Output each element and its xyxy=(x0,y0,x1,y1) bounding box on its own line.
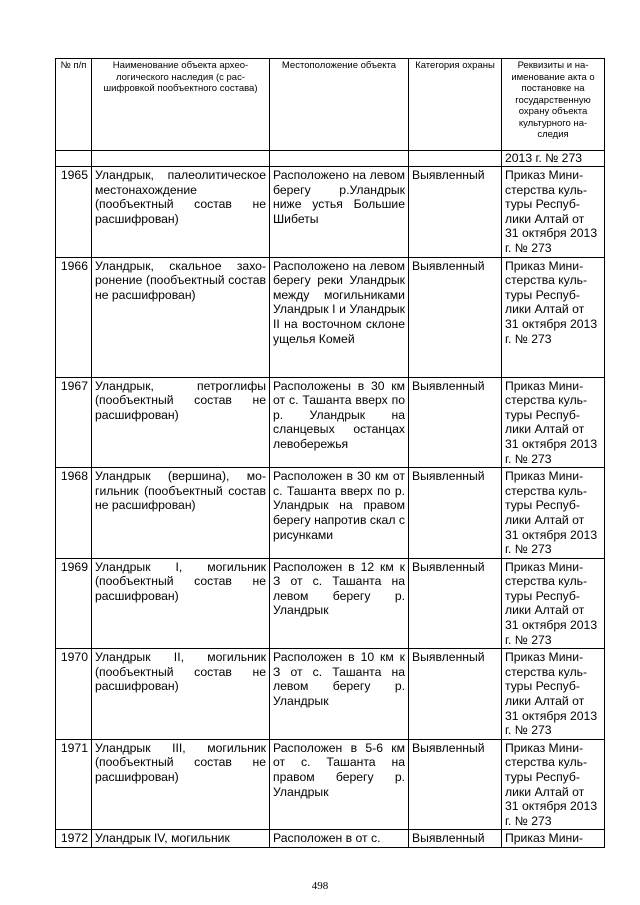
row-name: Уландрык, петроглифы (пообъектный состав не расшифрован) xyxy=(92,377,270,468)
row-num: 1971 xyxy=(56,739,92,830)
page-number: 498 xyxy=(311,880,329,892)
table-row xyxy=(56,167,605,258)
row-act: Приказ Министерства культуры Республики Алтай от 31 октября 2013 г. № 273 xyxy=(502,468,605,559)
row-location: Расположен в 30 км от с. Ташанта вверх по р. Уландрык на правом берегу напротив скал с рисунками xyxy=(270,468,409,559)
row-category: Выявленный xyxy=(409,558,502,649)
table-row xyxy=(56,558,605,649)
header-num: № п/п xyxy=(56,59,92,151)
table-row xyxy=(56,257,605,377)
row-category: Выявленный xyxy=(409,377,502,468)
row-act: Приказ Министерства культуры Республики Алтай от 31 октября 2013 г. № 273 xyxy=(502,167,605,258)
row-num: 1965 xyxy=(56,167,92,258)
row-name: Уландрык, палеолитическое местонахождение (пообъектный состав не расшифрован) xyxy=(92,167,270,258)
row-act: Приказ Мини- xyxy=(502,830,605,848)
row-name: Уландрык II, могильник (пообъектный состав не расшифрован) xyxy=(92,649,270,740)
row-category: Выявленный xyxy=(409,167,502,258)
table-row xyxy=(56,649,605,740)
header-category: Категория охраны xyxy=(409,59,502,151)
row-category: Выявленный xyxy=(409,257,502,377)
row-location: Расположен в 12 км к З от с. Ташанта на левом берегу р. Уландрык xyxy=(270,558,409,649)
row-num: 1968 xyxy=(56,468,92,559)
row-location: Расположен в 10 км к З от с. Ташанта на левом берегу р. Уландрык xyxy=(270,649,409,740)
row-location: Расположено на левом берегу реки Уландрык между могильниками Уландрык I и Уландрык II на восточном склоне ущелья Комей xyxy=(270,257,409,377)
table-header-row xyxy=(56,59,605,151)
row-num: 1972 xyxy=(56,830,92,848)
row-act: Приказ Министерства культуры Республики Алтай от 31 октября 2013 г. № 273 xyxy=(502,649,605,740)
row-category: Выявленный xyxy=(409,739,502,830)
continuation-row xyxy=(56,151,605,167)
table-row xyxy=(56,377,605,468)
header-location: Местоположение объекта xyxy=(270,59,409,151)
row-act: Приказ Министерства культуры Республики Алтай от 31 октября 2013 г. № 273 xyxy=(502,257,605,377)
table-row xyxy=(56,739,605,830)
row-location: Расположено на левом берегу р.Уландрык ниже устья Большие Шибеты xyxy=(270,167,409,258)
row-category: Выявленный xyxy=(409,468,502,559)
row-location: Расположен в 5-6 км от с. Ташанта на правом берегу р. Уландрык xyxy=(270,739,409,830)
row-name: Уландрык III, могильник (пообъектный состав не расшифрован) xyxy=(92,739,270,830)
row-name: Уландрык I, могильник (пообъектный состав не расшифрован) xyxy=(92,558,270,649)
row-category: Выявленный xyxy=(409,649,502,740)
row-act: Приказ Министерства культуры Республики Алтай от 31 октября 2013 г. № 273 xyxy=(502,739,605,830)
heritage-registry-table xyxy=(55,58,605,848)
row-num: 1966 xyxy=(56,257,92,377)
row-name: Уландрык IV, могильник xyxy=(92,830,270,848)
row-location: Расположен в от с. xyxy=(270,830,409,848)
row-act: Приказ Министерства культуры Республики Алтай от 31 октября 2013 г. № 273 xyxy=(502,377,605,468)
row-name: Уландрык, скальное захоронение (пообъектный состав не расшифрован) xyxy=(92,257,270,377)
row-num: 1969 xyxy=(56,558,92,649)
continuation-act: 2013 г. № 273 xyxy=(502,151,605,167)
row-name: Уландрык (вершина), могильник (пообъектный состав не расшифрован) xyxy=(92,468,270,559)
table-row xyxy=(56,468,605,559)
table-row xyxy=(56,830,605,848)
row-location: Расположены в 30 км от с. Ташанта вверх по р. Уландрык на сланцевых останцах левобережья xyxy=(270,377,409,468)
header-act: Реквизиты и наименование акта о постановке на государственную охрану объекта культурного наследия xyxy=(502,59,605,151)
header-name: Наименование объекта археологического наследия (с расшифровкой пообъектного состава) xyxy=(92,59,270,151)
row-category: Выявленный xyxy=(409,830,502,848)
row-num: 1970 xyxy=(56,649,92,740)
row-num: 1967 xyxy=(56,377,92,468)
row-act: Приказ Министерства культуры Республики Алтай от 31 октября 2013 г. № 273 xyxy=(502,558,605,649)
